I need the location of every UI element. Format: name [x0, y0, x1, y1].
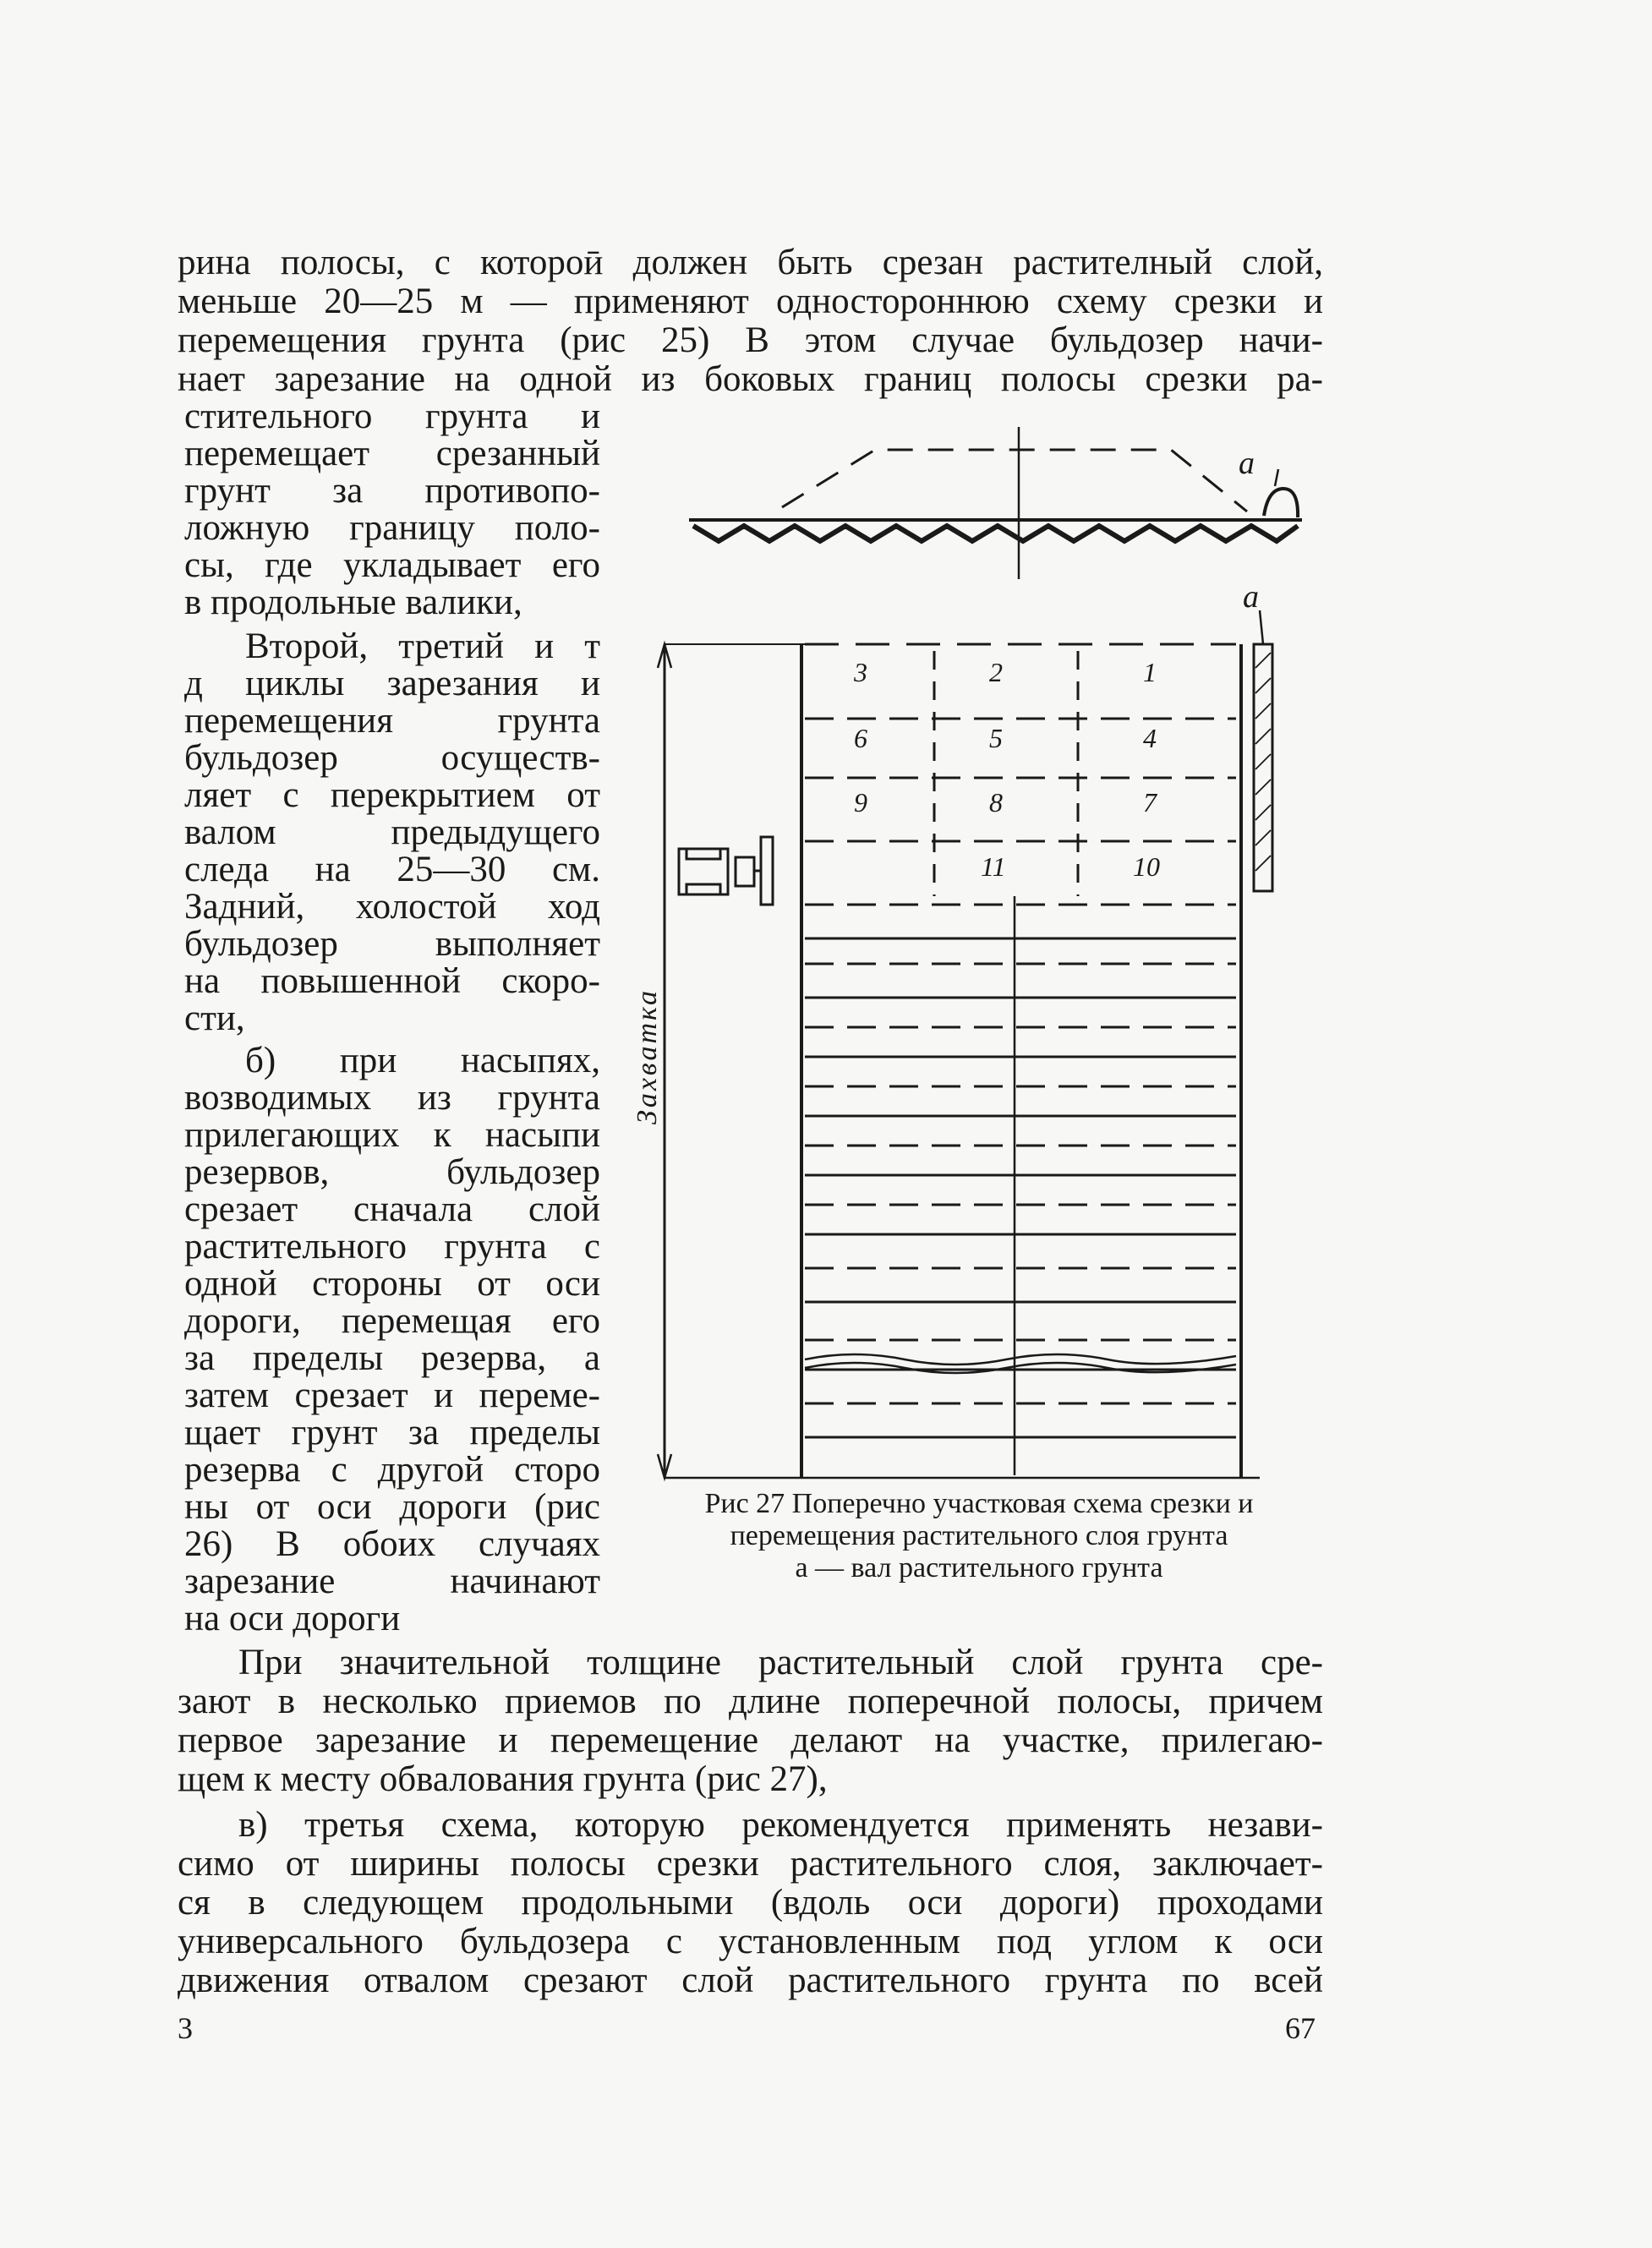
text-line: срезает сначала слой	[184, 1190, 600, 1229]
cross-section	[689, 427, 1302, 579]
text-line: зают в несколько приемов по длине поперечной полосы, причем	[178, 1682, 1323, 1721]
cell-number: 5	[989, 723, 1003, 753]
cell-number: 8	[989, 787, 1003, 818]
caption-line: перемещения растительного слоя грунта	[730, 1520, 1228, 1551]
text-line: первое зарезание и перемещение делают на участке, прилегаю-	[178, 1720, 1323, 1760]
text-line: в) третья схема, которую рекомендуется применять незави-	[238, 1805, 1323, 1845]
text-line: на повышенной скоро-	[184, 961, 600, 1001]
cell-number: 10	[1133, 851, 1160, 882]
text-line: прилегающих к насыпи	[184, 1115, 600, 1155]
text-line: щает грунт за пределы	[184, 1413, 600, 1452]
text-line: бульдозер осуществ-	[184, 738, 600, 778]
text-line: перемещения грунта (рис 25) В этом случае бульдозер начи-	[178, 320, 1323, 360]
label-a-plan: а	[1243, 579, 1259, 615]
text-line: б) при насыпях,	[245, 1041, 600, 1080]
text-line: дороги, перемещая его	[184, 1301, 600, 1341]
text-line: одной стороны от оси	[184, 1264, 600, 1304]
caption-line: а — вал растительного грунта	[795, 1552, 1163, 1583]
text-line: на оси дороги	[184, 1599, 401, 1638]
text-line: перемещения грунта	[184, 701, 600, 741]
text-line: стительного грунта и	[184, 397, 600, 436]
label-a-section: а	[1239, 446, 1255, 481]
footer-left-mark: 3	[178, 2011, 193, 2045]
cell-number: 11	[981, 851, 1006, 882]
text-line: ны от оси дороги (рис	[184, 1487, 600, 1527]
text-line: грунт за противопо-	[184, 471, 600, 511]
text-line: бульдозер выполняет	[184, 924, 600, 964]
text-line: сти,	[184, 998, 245, 1038]
bulldozer-icon	[679, 837, 773, 905]
text-line: ляет с перекрытием от	[184, 775, 600, 815]
text-line: перемещает срезанный	[184, 434, 600, 473]
plan-view	[658, 610, 1272, 1478]
text-line: щем к месту обвалования грунта (рис 27),	[178, 1759, 828, 1799]
cell-number: 2	[989, 657, 1003, 687]
zahvatka-label: Захватка	[632, 987, 663, 1124]
text-line: в продольные валики,	[184, 583, 522, 622]
text-line: меньше 20—25 м — применяют одностороннюю схему срезки и	[178, 282, 1323, 321]
text-line: за пределы резерва, а	[184, 1338, 600, 1378]
soil-bank-section	[1264, 489, 1298, 517]
text-line: зарезание начинают	[184, 1562, 600, 1601]
text-line: растительного грунта с	[184, 1227, 600, 1266]
cell-number: 1	[1143, 657, 1157, 687]
text-line: Второй, третий и т	[245, 626, 600, 666]
text-line: движения отвалом срезают слой растительного грунта по всей	[178, 1961, 1323, 2000]
text-line: При значительной толщине растительный слой грунта сре-	[238, 1643, 1323, 1682]
text-line: ложную границу поло-	[184, 508, 600, 548]
text-line: ся в следующем продольными (вдоль оси дороги) проходами	[178, 1883, 1323, 1923]
text-line: нает зарезание на одной из боковых границ полосы срезки ра-	[178, 359, 1323, 399]
page-number: 67	[1285, 2011, 1316, 2045]
text-line: валом предыдущего	[184, 812, 600, 852]
cell-number: 7	[1143, 787, 1157, 818]
text-line: универсального бульдозера с установленным под углом к оси	[178, 1922, 1323, 1961]
text-line: затем срезает и переме-	[184, 1376, 600, 1415]
caption-line: Рис 27 Поперечно участковая схема срезки и	[704, 1488, 1254, 1519]
text-line: Задний, холостой ход	[184, 887, 600, 927]
cell-number: 6	[854, 723, 867, 753]
text-line: следа на 25—30 см.	[184, 850, 600, 889]
cell-number: 9	[854, 787, 867, 818]
text-line: 26) В обоих случаях	[184, 1524, 600, 1564]
text-line: рина полосы, с котороӣ должен быть срезан растителный слой,	[178, 243, 1323, 282]
cell-number: 3	[854, 657, 867, 687]
text-line: симо от ширины полосы срезки растительного слоя, заключает-	[178, 1844, 1323, 1884]
text-line: возводимых из грунта	[184, 1078, 600, 1118]
cell-number: 4	[1143, 723, 1157, 753]
text-line: д циклы зарезания и	[184, 664, 600, 703]
text-line: резерва с другой сторо	[184, 1450, 600, 1490]
text-line: резервов, бульдозер	[184, 1152, 600, 1192]
text-line: сы, где укладывает его	[184, 545, 600, 585]
